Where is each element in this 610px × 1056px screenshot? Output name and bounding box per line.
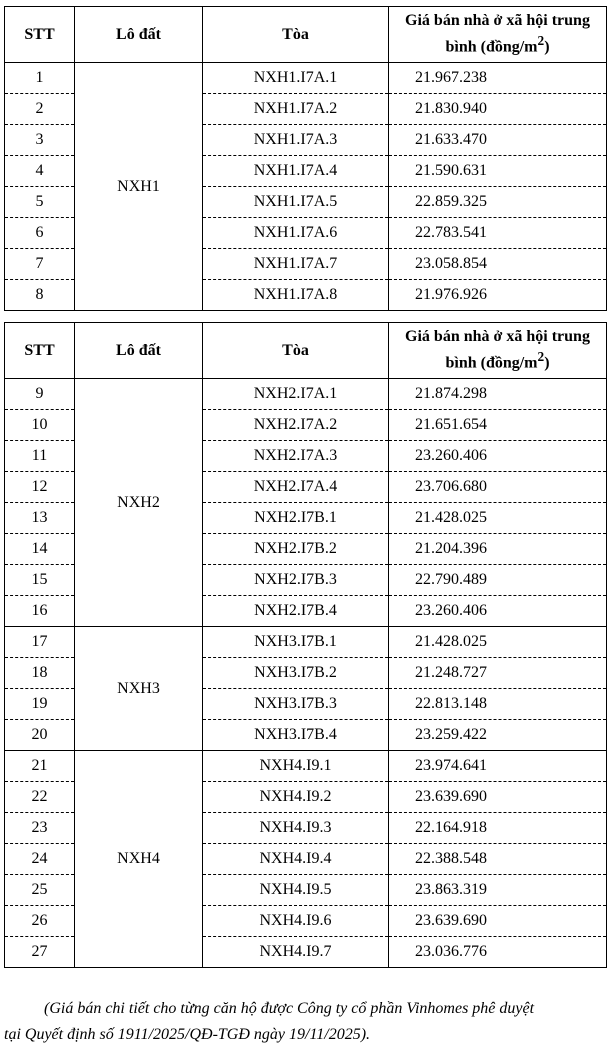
cell-toa: NXH4.I9.5 xyxy=(203,875,389,906)
table-header-row xyxy=(5,7,607,63)
cell-toa: NXH4.I9.4 xyxy=(203,844,389,875)
cell-price: 22.783.541 xyxy=(389,218,607,249)
cell-toa: NXH4.I9.2 xyxy=(203,782,389,813)
cell-price: 23.058.854 xyxy=(389,249,607,280)
cell-stt: 4 xyxy=(5,156,75,187)
cell-stt: 7 xyxy=(5,249,75,280)
cell-toa: NXH1.I7A.6 xyxy=(203,218,389,249)
header-price xyxy=(389,323,607,379)
cell-lot: NXH1 xyxy=(75,63,203,311)
cell-price: 21.651.654 xyxy=(389,410,607,441)
table-body-1 xyxy=(5,63,607,311)
header-toa: Tòa xyxy=(203,7,389,63)
cell-price: 23.863.319 xyxy=(389,875,607,906)
table-row xyxy=(5,627,607,658)
cell-price: 23.259.422 xyxy=(389,720,607,751)
cell-toa: NXH1.I7A.1 xyxy=(203,63,389,94)
cell-toa: NXH4.I9.3 xyxy=(203,813,389,844)
cell-price: 22.813.148 xyxy=(389,689,607,720)
cell-toa: NXH4.I9.1 xyxy=(203,751,389,782)
cell-price: 21.967.238 xyxy=(389,63,607,94)
cell-stt: 19 xyxy=(5,689,75,720)
cell-stt: 13 xyxy=(5,503,75,534)
header-toa: Tòa xyxy=(203,323,389,379)
header-price-text: Giá bán nhà ở xã hội trung bình (đồng/m xyxy=(405,328,590,372)
cell-price: 21.830.940 xyxy=(389,94,607,125)
cell-lot: NXH2 xyxy=(75,379,203,627)
cell-stt: 17 xyxy=(5,627,75,658)
table-header-row xyxy=(5,323,607,379)
cell-stt: 27 xyxy=(5,937,75,968)
cell-price: 21.874.298 xyxy=(389,379,607,410)
cell-price: 21.590.631 xyxy=(389,156,607,187)
cell-toa: NXH1.I7A.4 xyxy=(203,156,389,187)
cell-stt: 8 xyxy=(5,280,75,311)
cell-price: 23.706.680 xyxy=(389,472,607,503)
cell-toa: NXH3.I7B.2 xyxy=(203,658,389,689)
cell-stt: 2 xyxy=(5,94,75,125)
cell-stt: 24 xyxy=(5,844,75,875)
cell-price: 23.639.690 xyxy=(389,782,607,813)
cell-stt: 10 xyxy=(5,410,75,441)
cell-stt: 11 xyxy=(5,441,75,472)
cell-stt: 16 xyxy=(5,596,75,627)
cell-toa: NXH1.I7A.7 xyxy=(203,249,389,280)
header-lot: Lô đất xyxy=(75,7,203,63)
cell-toa: NXH1.I7A.8 xyxy=(203,280,389,311)
cell-stt: 22 xyxy=(5,782,75,813)
cell-price: 22.388.548 xyxy=(389,844,607,875)
cell-price: 23.036.776 xyxy=(389,937,607,968)
cell-toa: NXH3.I7B.3 xyxy=(203,689,389,720)
cell-stt: 3 xyxy=(5,125,75,156)
cell-stt: 21 xyxy=(5,751,75,782)
cell-price: 23.260.406 xyxy=(389,596,607,627)
cell-stt: 15 xyxy=(5,565,75,596)
cell-price: 21.428.025 xyxy=(389,503,607,534)
footnote xyxy=(4,996,608,1048)
footnote-line-1: (Giá bán chi tiết cho từng căn hộ được Công ty cổ phần Vinhomes phê duyệt xyxy=(44,1000,535,1017)
cell-toa: NXH1.I7A.5 xyxy=(203,187,389,218)
cell-stt: 23 xyxy=(5,813,75,844)
cell-stt: 18 xyxy=(5,658,75,689)
cell-price: 23.974.641 xyxy=(389,751,607,782)
cell-price: 21.633.470 xyxy=(389,125,607,156)
cell-stt: 6 xyxy=(5,218,75,249)
cell-stt: 14 xyxy=(5,534,75,565)
cell-stt: 20 xyxy=(5,720,75,751)
cell-price: 21.248.727 xyxy=(389,658,607,689)
header-price-sup: 2 xyxy=(537,33,545,49)
cell-toa: NXH2.I7B.4 xyxy=(203,596,389,627)
header-price-text: Giá bán nhà ở xã hội trung bình (đồng/m xyxy=(405,12,590,56)
cell-price: 23.260.406 xyxy=(389,441,607,472)
cell-price: 22.859.325 xyxy=(389,187,607,218)
table-row xyxy=(5,751,607,782)
cell-price: 22.790.489 xyxy=(389,565,607,596)
cell-toa: NXH2.I7B.2 xyxy=(203,534,389,565)
cell-lot: NXH4 xyxy=(75,751,203,968)
cell-price: 21.204.396 xyxy=(389,534,607,565)
header-price-close: ) xyxy=(544,38,550,56)
cell-price: 21.976.926 xyxy=(389,280,607,311)
footnote-line-2: tại Quyết định số 1911/2025/QĐ-TGĐ ngày 19/11/2025). xyxy=(4,1026,371,1043)
header-price xyxy=(389,7,607,63)
header-stt: STT xyxy=(5,323,75,379)
header-price-close: ) xyxy=(544,354,550,372)
cell-stt: 26 xyxy=(5,906,75,937)
cell-toa: NXH2.I7B.3 xyxy=(203,565,389,596)
cell-stt: 12 xyxy=(5,472,75,503)
cell-price: 23.639.690 xyxy=(389,906,607,937)
cell-toa: NXH1.I7A.2 xyxy=(203,94,389,125)
cell-stt: 9 xyxy=(5,379,75,410)
cell-toa: NXH2.I7A.1 xyxy=(203,379,389,410)
cell-toa: NXH3.I7B.1 xyxy=(203,627,389,658)
cell-lot: NXH3 xyxy=(75,627,203,751)
header-stt: STT xyxy=(5,7,75,63)
cell-stt: 25 xyxy=(5,875,75,906)
header-lot: Lô đất xyxy=(75,323,203,379)
cell-toa: NXH4.I9.6 xyxy=(203,906,389,937)
header-price-sup: 2 xyxy=(537,349,545,365)
cell-stt: 5 xyxy=(5,187,75,218)
cell-toa: NXH2.I7A.3 xyxy=(203,441,389,472)
cell-toa: NXH3.I7B.4 xyxy=(203,720,389,751)
cell-toa: NXH4.I9.7 xyxy=(203,937,389,968)
cell-price: 21.428.025 xyxy=(389,627,607,658)
cell-toa: NXH2.I7A.4 xyxy=(203,472,389,503)
cell-price: 22.164.918 xyxy=(389,813,607,844)
cell-stt: 1 xyxy=(5,63,75,94)
cell-toa: NXH2.I7B.1 xyxy=(203,503,389,534)
table-row xyxy=(5,379,607,410)
price-table-2 xyxy=(4,322,606,968)
price-table-1 xyxy=(4,6,606,311)
table-row xyxy=(5,63,607,94)
cell-toa: NXH1.I7A.3 xyxy=(203,125,389,156)
table-body-2 xyxy=(5,379,607,968)
cell-toa: NXH2.I7A.2 xyxy=(203,410,389,441)
